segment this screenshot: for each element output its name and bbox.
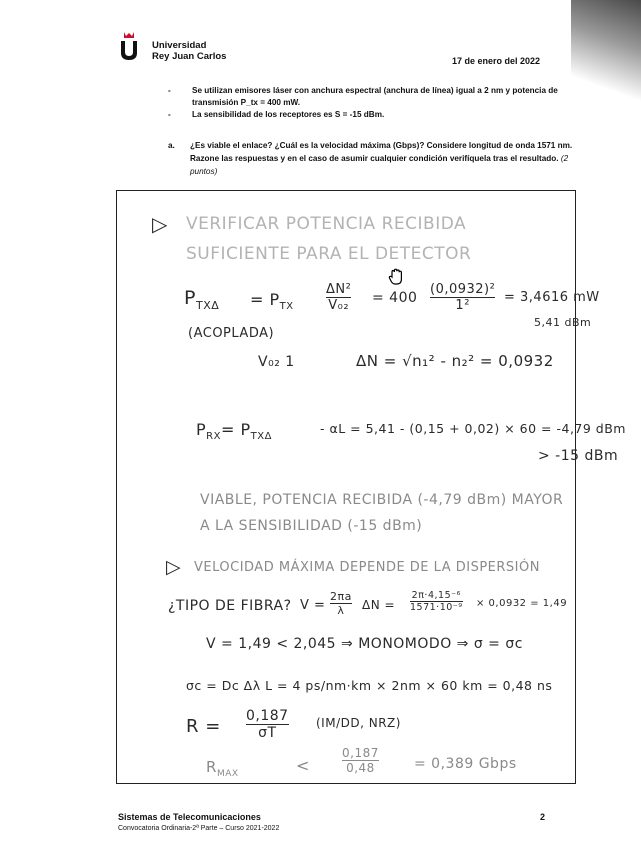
bullet-text: La sensibilidad de los receptores es S = -15 dBm. — [192, 110, 385, 119]
hw-line: VELOCIDAD MÁXIMA DEPENDE DE LA DISPERSIÓN — [194, 560, 540, 575]
hw-line: SUFICIENTE PARA EL DETECTOR — [186, 244, 472, 264]
university-line2: Rey Juan Carlos — [152, 51, 227, 62]
hw-fraction: ΔN² V₀₂ — [326, 282, 352, 313]
hw-fraction: 0,187 σT — [246, 708, 289, 741]
hw-text: < — [296, 756, 310, 775]
hw-fraction: 2π·4,15⁻⁶ 1571·10⁻⁹ — [410, 590, 463, 613]
hw-text: × 0,0932 = 1,49 — [476, 598, 568, 609]
hw-text: ΔN = √n₁² - n₂² = 0,0932 — [356, 352, 554, 370]
hw-text: > -15 dBm — [538, 448, 619, 464]
question-a — [168, 139, 588, 178]
hw-text: (IM/DD, NRZ) — [316, 716, 401, 730]
step-arrow-icon: ▷ — [166, 556, 182, 578]
hw-text: = 3,4616 mW — [504, 290, 600, 305]
exam-date: 17 de enero del 2022 — [452, 56, 541, 66]
footer-title: Sistemas de Telecomunicaciones — [118, 812, 261, 822]
hw-text: V₀₂ 1 — [258, 354, 295, 370]
hw-text: ΔN = — [362, 598, 396, 612]
hw-text: $P_{RX}= P_{TX\Delta}$ — [196, 420, 272, 443]
hw-fraction: 2πa λ — [330, 590, 352, 617]
bullet-text: Se utilizan emisores láser con anchura espectral (anchura de línea) igual a 2 nm y potencia de transmisión P_tx = 400 mW. — [192, 86, 558, 107]
hw-text: σc = Dc Δλ L = 4 ps/nm·km × 2nm × 60 km = 0,48 ns — [186, 678, 553, 693]
footer-subtitle: Convocatoria Ordinaria-2ª Parte – Curso 2021-2022 — [118, 825, 280, 832]
university-name — [152, 40, 226, 62]
page-number: 2 — [540, 812, 546, 822]
statement-bullets — [168, 85, 588, 121]
hw-fraction: 0,187 0,48 — [342, 746, 379, 775]
hw-text: 5,41 dBm — [534, 316, 592, 329]
hw-text: $R_{MAX}$ — [206, 758, 239, 779]
hw-text: = $P_{TX}$ — [250, 290, 294, 313]
university-line1: Universidad — [152, 40, 207, 51]
hw-text: R = — [186, 716, 221, 737]
question-letter: a. — [168, 141, 175, 150]
hw-text: = 0,389 Gbps — [414, 756, 517, 772]
answer-box — [116, 190, 576, 784]
hw-text: V = — [300, 598, 326, 613]
hw-text: = 400 — [372, 290, 418, 306]
hw-line: VERIFICAR POTENCIA RECIBIDA — [186, 214, 467, 234]
hw-fraction: (0,0932)² 1² — [430, 282, 496, 313]
hw-text: ¿TIPO DE FIBRA? — [168, 598, 292, 614]
question-points: (2 puntos) — [190, 154, 569, 176]
hw-line: VIABLE, POTENCIA RECIBIDA (-4,79 dBm) MAYOR — [200, 492, 564, 508]
hw-text: $P_{TX\Delta}$ — [184, 287, 220, 312]
hand-cursor-icon — [388, 268, 404, 286]
step-arrow-icon: ▷ — [152, 212, 168, 236]
hw-text: (ACOPLADA) — [188, 326, 275, 341]
hw-text: - αL = 5,41 - (0,15 + 0,02) × 60 = -4,79 dBm — [320, 421, 626, 436]
hw-line: A LA SENSIBILIDAD (-15 dBm) — [200, 518, 423, 534]
question-text: ¿Es viable el enlace? ¿Cuál es la velocidad máxima (Gbps)? Considere longitud de onda 1571 nm. Razone las respuestas y en el caso de asumir cualquier condición verifíquela tras el resultado. — [190, 141, 573, 163]
hw-text: V = 1,49 < 2,045 ⇒ MONOMODO ⇒ σ = σc — [206, 636, 523, 652]
university-logo — [118, 30, 140, 62]
bullet-item: - La sensibilidad de los receptores es S = -15 dBm. — [168, 110, 385, 119]
bullet-item: - Se utilizan emisores láser con anchura espectral (anchura de línea) igual a 2 nm y potencia de transmisión P_tx = 400 mW. — [168, 86, 558, 107]
